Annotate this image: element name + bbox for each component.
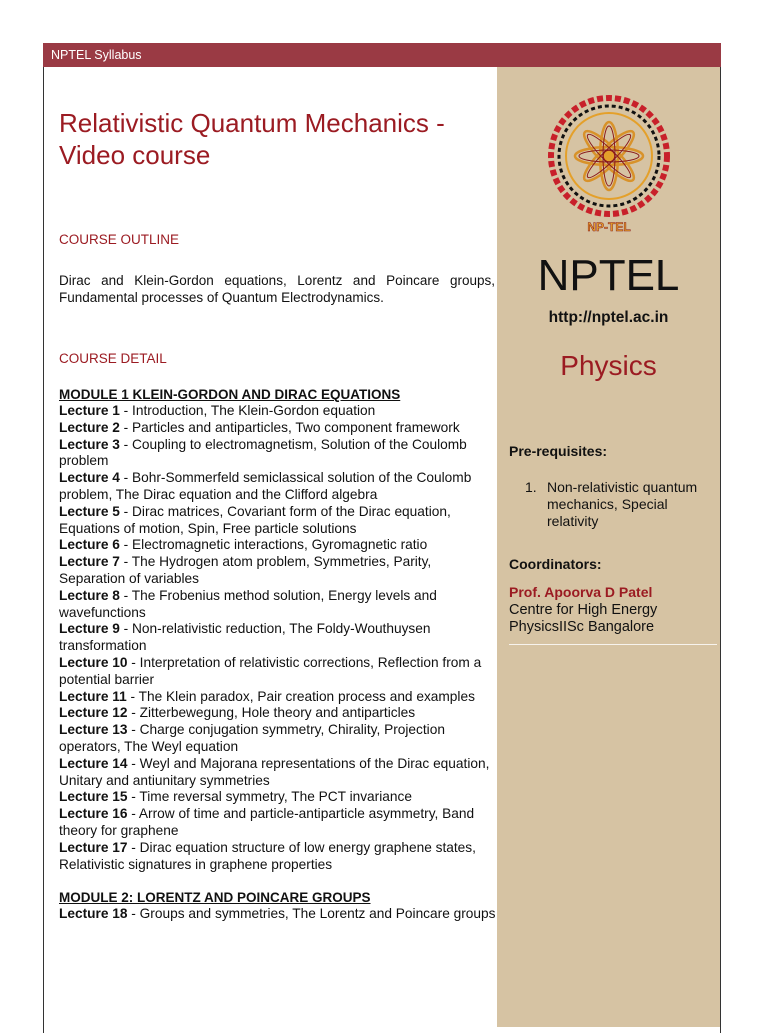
- lecture-label: Lecture 11: [59, 688, 127, 704]
- nptel-logo-icon: [529, 88, 689, 238]
- prerequisites-heading: Pre-requisites:: [509, 443, 608, 459]
- lecture-label: Lecture 14: [59, 755, 128, 771]
- header-bar: [43, 43, 721, 67]
- lecture-label: Lecture 2: [59, 419, 120, 435]
- lecture-label: Lecture 10: [59, 654, 128, 670]
- lecture-item: [59, 756, 497, 790]
- lecture-label: Lecture 17: [59, 839, 128, 855]
- lecture-text: - Weyl and Majorana representations of the Dirac equation, Unitary and antiunitary symmetries: [59, 755, 490, 788]
- lecture-text: - Non-relativistic reduction, The Foldy-Wouthuysen transformation: [59, 621, 431, 654]
- course-outline-heading: COURSE OUTLINE: [59, 232, 180, 247]
- course-title: Relativistic Quantum Mechanics - Video course: [59, 108, 445, 170]
- coordinators-heading: Coordinators:: [509, 556, 602, 572]
- lecture-text: - The Klein paradox, Pair creation process and examples: [126, 688, 475, 704]
- lecture-label: Lecture 16: [59, 806, 128, 822]
- lecture-item: [59, 420, 497, 437]
- lecture-label: Lecture 1: [59, 403, 120, 418]
- lecture-item: [59, 588, 497, 622]
- lecture-label: Lecture 5: [59, 503, 120, 519]
- lecture-text: - Particles and antiparticles, Two component framework: [119, 419, 460, 435]
- sidebar: [497, 67, 720, 1027]
- module-1-title: MODULE 1 KLEIN-GORDON AND DIRAC EQUATIONS: [59, 387, 401, 402]
- lecture-item: [59, 537, 497, 554]
- lecture-label: Lecture 13: [59, 722, 128, 738]
- lecture-text: - Interpretation of relativistic corrections, Reflection from a potential barrier: [59, 654, 482, 687]
- lecture-text: - Arrow of time and particle-antiparticle asymmetry, Band theory for graphene: [59, 806, 475, 838]
- lecture-text: - The Frobenius method solution, Energy levels and wavefunctions: [59, 587, 437, 620]
- site-url[interactable]: http://nptel.ac.in: [548, 309, 669, 326]
- lecture-text: - Dirac matrices, Covariant form of the Dirac equation, Equations of motion, Spin, Free particle solutions: [59, 503, 451, 536]
- prerequisite-item: [509, 479, 714, 530]
- prerequisite-text: Non-relativistic quantum mechanics, Special relativity: [547, 479, 698, 529]
- lecture-label: Lecture 3: [59, 436, 120, 452]
- lecture-item: [59, 437, 497, 471]
- prerequisite-number: 1.: [525, 479, 537, 495]
- lecture-text: - Introduction, The Klein-Gordon equation: [119, 403, 376, 418]
- lecture-label: Lecture 9: [59, 621, 120, 637]
- main-content: [44, 67, 497, 1027]
- module-1-lectures: [59, 403, 497, 873]
- coordinator-name: Prof. Apoorva D Patel: [509, 584, 653, 600]
- divider: [509, 644, 717, 645]
- lecture-text: - Time reversal symmetry, The PCT invariance: [127, 789, 412, 805]
- lecture-item: [59, 554, 497, 588]
- lecture-text: - The Hydrogen atom problem, Symmetries, Parity, Separation of variables: [59, 554, 432, 586]
- lecture-item: [59, 806, 497, 840]
- lecture-item: [59, 621, 497, 655]
- lecture-item: [59, 906, 497, 923]
- lecture-text: - Charge conjugation symmetry, Chirality, Projection operators, The Weyl equation: [59, 722, 445, 754]
- subject-name: Physics: [560, 350, 657, 381]
- lecture-label: Lecture 7: [59, 554, 120, 570]
- lecture-item: [59, 504, 497, 538]
- lecture-label: Lecture 6: [59, 537, 120, 553]
- lecture-text: - Coupling to electromagnetism, Solution of the Coulomb problem: [59, 436, 467, 469]
- lecture-item: [59, 470, 497, 504]
- lecture-item: [59, 722, 497, 756]
- logo-text: NP-TEL: [587, 220, 631, 234]
- lecture-label: Lecture 15: [59, 789, 128, 805]
- coordinator-institute: Centre for High Energy PhysicsIISc Bangalore: [509, 602, 658, 635]
- lecture-item: [59, 705, 497, 722]
- header-label: NPTEL Syllabus: [51, 48, 142, 62]
- course-outline-text: Dirac and Klein-Gordon equations, Lorentz and Poincare groups, Fundamental processes of Quantum Electrodynamics.: [59, 273, 495, 305]
- lecture-item: [59, 403, 497, 420]
- prerequisites-list: [509, 479, 714, 530]
- lecture-text: - Groups and symmetries, The Lorentz and Poincare groups: [127, 906, 496, 922]
- lecture-text: - Bohr-Sommerfeld semiclassical solution of the Coulomb problem, The Dirac equation and the Clifford algebra: [59, 470, 472, 502]
- lecture-text: - Zitterbewegung, Hole theory and antiparticles: [127, 705, 416, 721]
- lecture-text: - Dirac equation structure of low energy graphene states, Relativistic signatures in graphene properties: [59, 839, 476, 872]
- lecture-item: [59, 840, 497, 874]
- lecture-item: [59, 655, 497, 689]
- lecture-label: Lecture 12: [59, 705, 128, 721]
- module-2-lectures: [59, 906, 497, 923]
- lecture-item: [59, 789, 497, 806]
- lecture-label: Lecture 8: [59, 587, 120, 603]
- lecture-label: Lecture 18: [59, 906, 128, 922]
- lecture-item: [59, 689, 497, 706]
- course-detail-heading: COURSE DETAIL: [59, 351, 167, 366]
- module-2-title: MODULE 2: LORENTZ AND POINCARE GROUPS: [59, 890, 371, 906]
- lecture-text: - Electromagnetic interactions, Gyromagnetic ratio: [119, 537, 428, 553]
- brand-name: NPTEL: [537, 251, 680, 300]
- lecture-label: Lecture 4: [59, 470, 120, 486]
